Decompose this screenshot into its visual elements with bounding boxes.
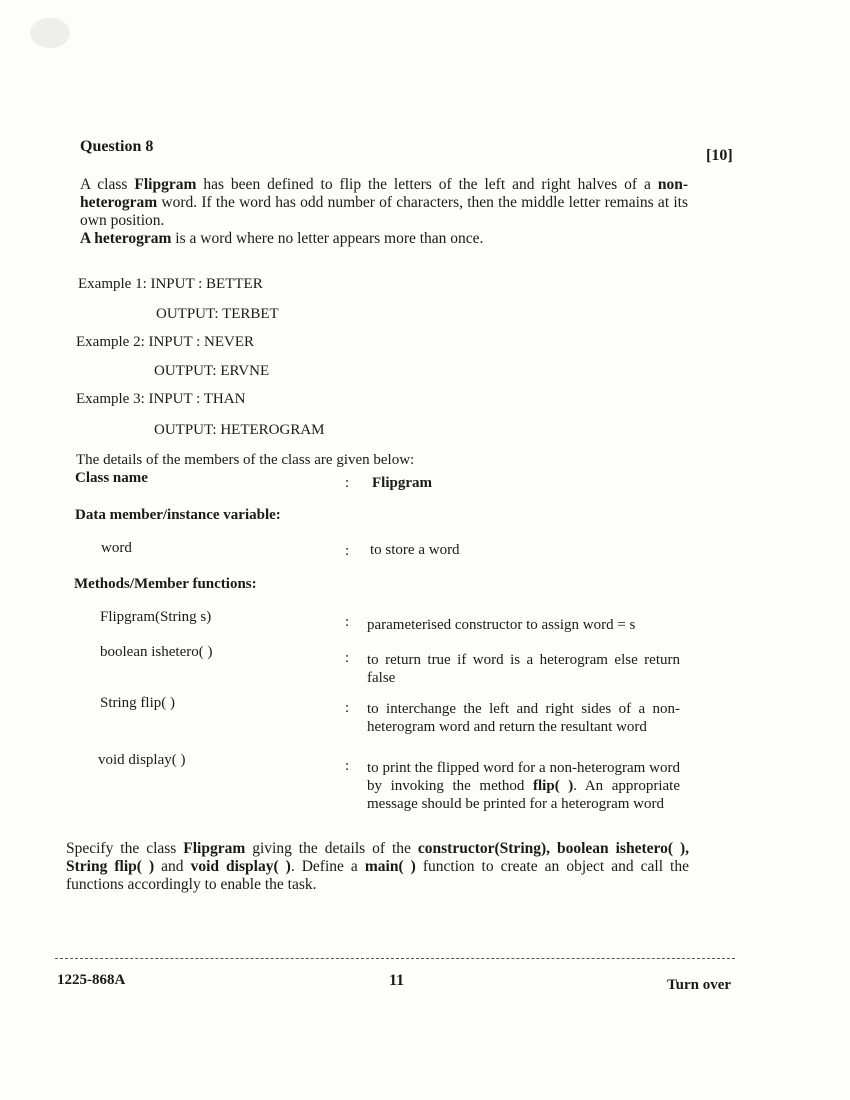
term-text: heterogram bbox=[94, 230, 172, 247]
footer-turn-over: Turn over bbox=[667, 977, 732, 993]
method-ishetero: boolean ishetero( ) bbox=[100, 644, 213, 660]
footer-code: 1225-868A bbox=[57, 972, 126, 988]
example-2-input: Example 2: INPUT : NEVER bbox=[76, 334, 255, 350]
method-ref-text: flip( ) bbox=[533, 778, 574, 794]
example-3-output: OUTPUT: HETEROGRAM bbox=[154, 422, 325, 438]
text-run: . An appropriate message should be printed for a heterogram word bbox=[367, 778, 680, 812]
text-run: has been defined to flip the letters of the left and right halves of a bbox=[196, 176, 658, 193]
example-1-input: Example 1: INPUT : BETTER bbox=[78, 276, 263, 292]
method-colon: : bbox=[345, 758, 350, 774]
method-ishetero-desc: to return true if word is a heterogram else return false bbox=[367, 652, 680, 686]
question-title: Question 8 bbox=[80, 138, 154, 155]
methods-heading: Methods/Member functions: bbox=[74, 576, 257, 592]
method-colon: : bbox=[345, 700, 350, 716]
method-ref-text: main( ) bbox=[364, 858, 416, 875]
text-run: Specify the class bbox=[66, 840, 184, 857]
text-run: A bbox=[80, 230, 95, 247]
example-3-input: Example 3: INPUT : THAN bbox=[76, 391, 246, 407]
text-run: word. If the word has odd number of characters, then the middle letter remains at its own position. bbox=[80, 194, 688, 229]
specify-paragraph bbox=[66, 840, 689, 894]
question-marks: [10] bbox=[706, 147, 733, 164]
member-word-desc: to store a word bbox=[370, 542, 460, 558]
method-colon: : bbox=[345, 650, 350, 666]
example-1-output: OUTPUT: TERBET bbox=[156, 306, 279, 322]
member-colon: : bbox=[345, 543, 350, 559]
example-2-output: OUTPUT: ERVNE bbox=[154, 363, 270, 379]
text-run: and bbox=[154, 858, 191, 875]
intro-sentence-2 bbox=[80, 230, 688, 248]
method-flip: String flip( ) bbox=[100, 695, 175, 711]
text-run: to print the flipped word for a non-heterogram word by invoking the method bbox=[367, 760, 680, 794]
data-member-heading: Data member/instance variable: bbox=[75, 507, 281, 523]
text-run: A class bbox=[80, 176, 135, 193]
method-display-desc bbox=[367, 759, 680, 813]
method-display: void display( ) bbox=[98, 752, 186, 768]
intro-paragraph bbox=[80, 176, 688, 248]
text-run: . Define a bbox=[290, 858, 365, 875]
footer-divider bbox=[55, 958, 735, 959]
class-name-text: Flipgram bbox=[183, 840, 246, 857]
text-run: function to create an object and call the functions accordingly to enable the task. bbox=[66, 858, 689, 893]
method-flip-desc: to interchange the left and right sides of a non-heterogram word and return the resultant word bbox=[367, 701, 680, 735]
class-name-value: Flipgram bbox=[372, 475, 432, 491]
term-text: non-heterogram bbox=[80, 176, 689, 211]
method-constructor-desc: parameterised constructor to assign word = s bbox=[367, 617, 636, 633]
details-intro: The details of the members of the class are given below: bbox=[76, 452, 415, 468]
member-word: word bbox=[101, 540, 132, 556]
class-name-label: Class name bbox=[75, 470, 148, 486]
scan-smudge bbox=[30, 18, 70, 48]
text-run: giving the details of the bbox=[245, 840, 418, 857]
text-run: is a word where no letter appears more than once. bbox=[171, 230, 484, 247]
footer-page-number: 11 bbox=[389, 972, 405, 989]
method-ref-text: void display( ) bbox=[190, 858, 291, 875]
method-constructor: Flipgram(String s) bbox=[100, 609, 212, 625]
class-name-colon: : bbox=[345, 475, 350, 491]
intro-sentence-1 bbox=[80, 176, 688, 230]
method-colon: : bbox=[345, 614, 350, 630]
method-ref-text: constructor(String), boolean ishetero( ), String flip( ) bbox=[66, 840, 689, 875]
class-name-text: Flipgram bbox=[134, 176, 197, 193]
